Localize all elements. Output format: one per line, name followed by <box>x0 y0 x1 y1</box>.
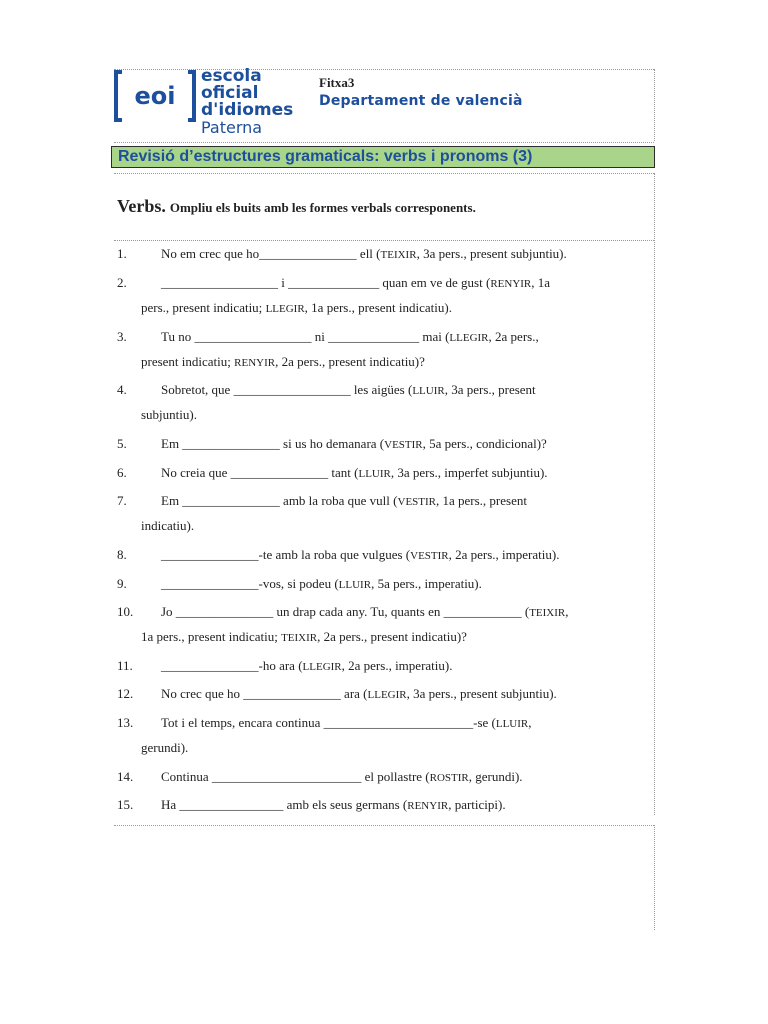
exercises-bottom-rule <box>114 825 654 826</box>
verb-name: LLUIR <box>338 579 372 591</box>
title-bottom-rule <box>114 173 654 174</box>
school-name <box>201 68 314 136</box>
exercise-text: Sobretot, que __________________ les aigües (LLUIR, 3a pers., present <box>161 382 536 397</box>
verb-name: RENYIR <box>234 357 276 369</box>
footer-side-rule <box>654 825 655 930</box>
exercise-number: 13. <box>117 715 134 730</box>
verb-name: LLUIR <box>412 385 445 397</box>
verb-name: VESTIR <box>410 550 449 562</box>
title-rule <box>114 142 654 143</box>
school-name-line3: Paterna <box>201 118 263 137</box>
verb-name: LLEGIR <box>302 661 342 673</box>
exercise-number: 7. <box>117 493 127 508</box>
exercise-number: 9. <box>117 576 127 591</box>
worksheet-number: Fitxa3 <box>319 75 355 90</box>
section-heading <box>117 196 476 217</box>
school-name-line2: d'idiomes <box>201 100 294 120</box>
exercise-number: 12. <box>117 686 134 701</box>
exercises-top-rule <box>114 240 654 241</box>
exercise-text-continued: subjuntiu). <box>141 407 197 422</box>
exercise-text: No crec que ho _______________ ara (LLEGIR, 3a pers., present subjuntiu). <box>161 686 557 701</box>
exercise-number: 1. <box>117 246 127 261</box>
verb-name: LLEGIR <box>449 332 489 344</box>
school-name-line1: escola oficial <box>201 66 262 103</box>
exercise-text: _______________-ho ara (LLEGIR, 2a pers., imperatiu). <box>161 658 453 673</box>
verb-name: ROSTIR <box>429 772 469 784</box>
verb-name: TEIXIR <box>380 249 417 261</box>
section-title: Verbs. <box>117 196 166 216</box>
department-name: Departament de valencià <box>319 93 523 109</box>
verb-name: RENYIR <box>407 800 449 812</box>
exercise-number: 6. <box>117 465 127 480</box>
verb-name: VESTIR <box>397 496 436 508</box>
exercise-number: 5. <box>117 436 127 451</box>
logo-mark-text: eoi <box>134 82 176 110</box>
verb-name: TEIXIR <box>281 632 318 644</box>
exercise-number: 4. <box>117 382 127 397</box>
exercise-number: 15. <box>117 797 134 812</box>
exercise-text-continued: present indicatiu; RENYIR, 2a pers., present indicatiu)? <box>141 354 425 369</box>
exercise-number: 8. <box>117 547 127 562</box>
section-side-rule <box>654 173 655 239</box>
verb-name: LLUIR <box>495 718 529 730</box>
header-side-rule <box>654 69 655 141</box>
exercise-text: No em crec que ho_______________ ell (TEIXIR, 3a pers., present subjuntiu). <box>161 246 567 261</box>
exercises-side-rule <box>654 240 655 815</box>
exercise-text-continued: gerundi). <box>141 740 189 755</box>
verb-name: LLEGIR <box>265 303 305 315</box>
exercise-number: 14. <box>117 769 134 784</box>
exercise-text: _______________-vos, si podeu (LLUIR, 5a pers., imperatiu). <box>161 576 482 591</box>
exercise-text: Tu no __________________ ni ______________ mai (LLEGIR, 2a pers., <box>161 329 539 344</box>
exercise-text: No creia que _______________ tant (LLUIR, 3a pers., imperfet subjuntiu). <box>161 465 548 480</box>
exercise-text: __________________ i ______________ quan em ve de gust (RENYIR, 1a <box>161 275 551 290</box>
verb-name: VESTIR <box>384 439 423 451</box>
exercise-text: Em _______________ amb la roba que vull (VESTIR, 1a pers., present <box>161 493 527 508</box>
eoi-logo-icon <box>114 70 196 122</box>
exercise-text-continued: pers., present indicatiu; LLEGIR, 1a pers., present indicatiu). <box>141 300 452 315</box>
exercise-text-continued: 1a pers., present indicatiu; TEIXIR, 2a pers., present indicatiu)? <box>141 629 467 644</box>
exercise-text: Em _______________ si us ho demanara (VESTIR, 5a pers., condicional)? <box>161 436 547 451</box>
exercise-text: Tot i el temps, encara continua _______________________-se (LLUIR, <box>161 715 532 730</box>
verb-name: RENYIR <box>490 278 532 290</box>
school-logo <box>114 66 314 137</box>
exercise-number: 11. <box>117 658 133 673</box>
exercise-text: Ha ________________ amb els seus germans (RENYIR, participi). <box>161 797 506 812</box>
verb-name: LLEGIR <box>367 689 407 701</box>
exercise-text: Jo _______________ un drap cada any. Tu, quants en ____________ (TEIXIR, <box>161 604 569 619</box>
exercise-number: 2. <box>117 275 127 290</box>
verb-name: LLUIR <box>358 468 391 480</box>
exercise-text: Continua _______________________ el pollastre (ROSTIR, gerundi). <box>161 769 523 784</box>
worksheet-title-box <box>111 146 655 168</box>
exercise-number: 3. <box>117 329 127 344</box>
section-instruction: Ompliu els buits amb les formes verbals corresponents. <box>169 200 476 215</box>
exercise-text: _______________-te amb la roba que vulgues (VESTIR, 2a pers., imperatiu). <box>161 547 560 562</box>
verb-name: TEIXIR <box>529 607 566 619</box>
exercise-number: 10. <box>117 604 134 619</box>
exercise-text-continued: indicatiu). <box>141 518 195 533</box>
worksheet-title: Revisió d’estructures gramaticals: verbs i pronoms (3) <box>118 148 533 165</box>
